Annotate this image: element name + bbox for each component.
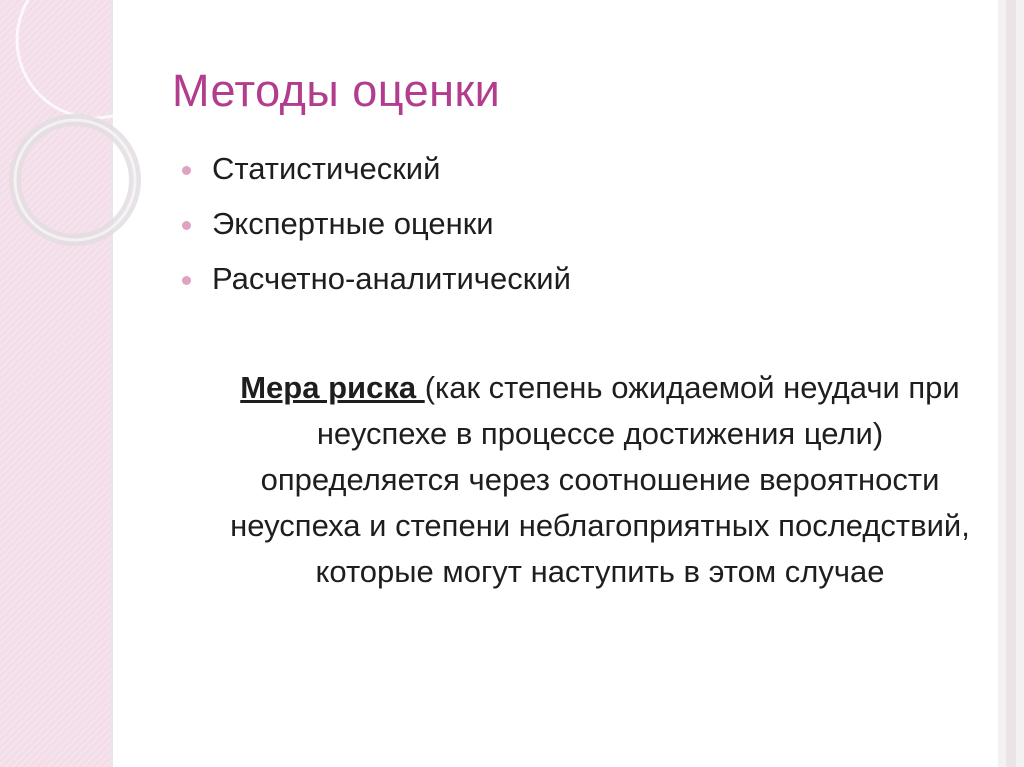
- risk-definition: [215, 365, 985, 595]
- list-item-label: Статистический: [212, 151, 441, 186]
- decorative-rings-icon: [0, 0, 200, 300]
- bullet-icon: [182, 276, 191, 285]
- bullet-icon: [182, 221, 191, 230]
- list-item-label: Расчетно-аналитический: [212, 261, 571, 296]
- list-item: [182, 258, 571, 313]
- bullet-icon: [182, 166, 191, 175]
- definition-term: Мера риска: [240, 370, 425, 405]
- decorative-ribbon: [998, 0, 1024, 767]
- slide-title: Методы оценки: [172, 65, 501, 116]
- list-item-label: Экспертные оценки: [212, 206, 494, 241]
- list-item: [182, 203, 571, 258]
- definition-text: (как степень ожидаемой неудачи при неуспехе в процессе достижения цели) определяется через соотношение вероятности неуспеха и степени неблагоприятных последствий, которые могут наступить в этом случае: [230, 370, 970, 589]
- list-item: [182, 148, 571, 203]
- methods-list: [182, 148, 571, 313]
